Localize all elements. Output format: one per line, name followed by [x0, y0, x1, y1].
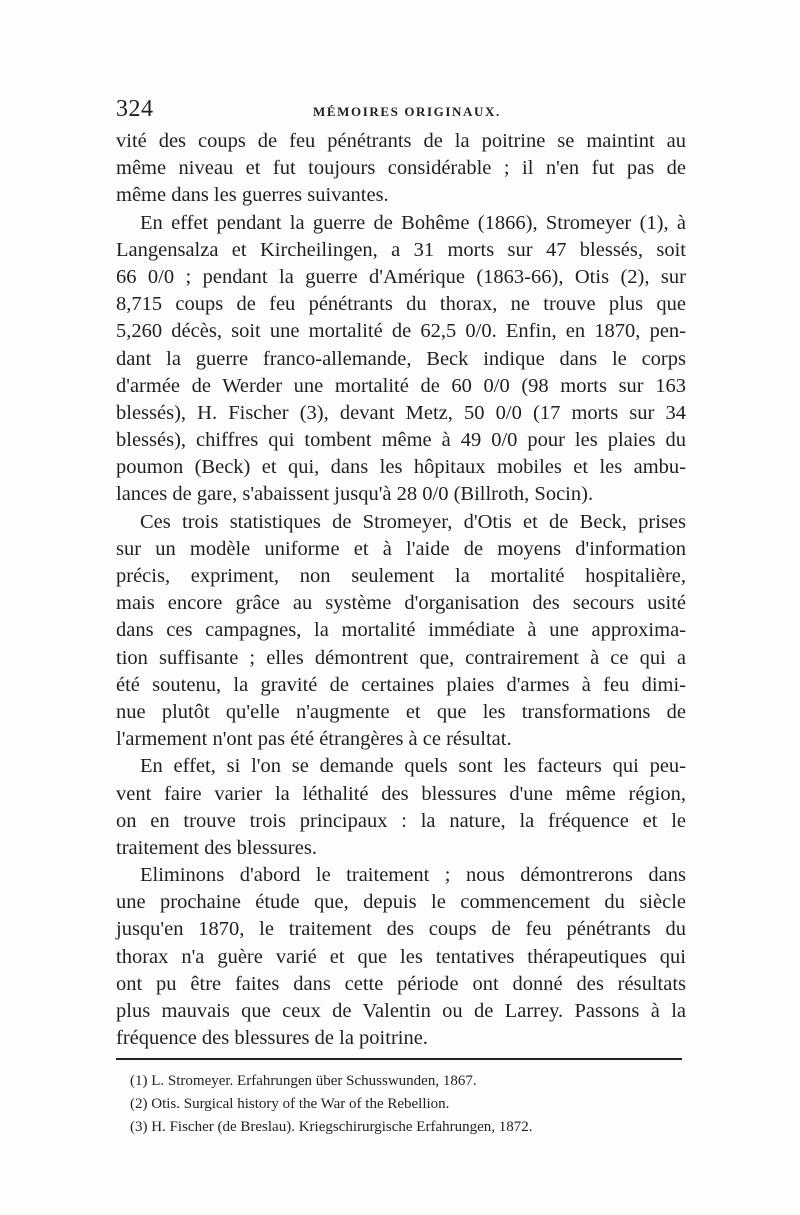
text-line: Eliminons d'abord le traitement ; nous démontrerons dans	[140, 864, 686, 887]
running-head: MÉMOIRES ORIGINAUX.	[313, 104, 501, 119]
text-line: blessés), H. Fischer (3), devant Metz, 50 0/0 (17 morts sur 34	[116, 401, 686, 424]
text-line: été soutenu, la gravité de certaines plaies d'armes à feu dimi-	[116, 673, 686, 696]
text-line: nue plutôt qu'elle n'augmente et que les transformations de	[116, 700, 686, 723]
text-line: Langensalza et Kircheilingen, a 31 morts sur 47 blessés, soit	[116, 238, 686, 261]
text-line: tion suffisante ; elles démontrent que, contrairement à ce qui a	[116, 646, 686, 669]
page-header	[116, 96, 686, 124]
text-line: précis, expriment, non seulement la mortalité hospitalière,	[116, 565, 686, 587]
text-line: poumon (Beck) et qui, dans les hôpitaux mobiles et les ambu-	[116, 456, 686, 479]
text-line: 66 0/0 ; pendant la guerre d'Amérique (1863-66), Otis (2), sur	[116, 265, 686, 288]
text-line: on en trouve trois principaux : la nature, la fréquence et le	[116, 809, 686, 832]
text-line: En effet pendant la guerre de Bohême (1866), Stromeyer (1), à	[140, 211, 686, 234]
text-line: même dans les guerres suivantes.	[116, 184, 389, 207]
text-line: une prochaine étude que, depuis le commencement du siècle	[116, 891, 686, 914]
text-line: traitement des blessures.	[116, 836, 317, 859]
text-line: vité des coups de feu pénétrants de la poitrine se maintint au	[116, 130, 686, 152]
footnotes	[130, 1070, 670, 1139]
text-line: En effet, si l'on se demande quels sont les facteurs qui peu-	[140, 755, 686, 778]
text-line: dans ces campagnes, la mortalité immédiate à une approxima-	[116, 619, 686, 642]
text-line: Ces trois statistiques de Stromeyer, d'Otis et de Beck, prises	[140, 510, 686, 533]
footnote: (2) Otis. Surgical history of the War of the Rebellion.	[130, 1096, 450, 1112]
text-line: d'armée de Werder une mortalité de 60 0/0 (98 morts sur 163	[116, 374, 686, 397]
text-line: thorax n'a guère varié et que les tentatives thérapeutiques qui	[116, 945, 686, 968]
text-line: sur un modèle uniforme et à l'aide de moyens d'information	[116, 537, 686, 560]
page-number: 324	[116, 96, 154, 122]
text-line: dant la guerre franco-allemande, Beck indique dans le corps	[116, 347, 686, 370]
text-line: lances de gare, s'abaissent jusqu'à 28 0/0 (Billroth, Socin).	[116, 483, 594, 506]
text-line: ont pu être faites dans cette période ont donné des résultats	[116, 972, 686, 995]
footnote: (1) L. Stromeyer. Erfahrungen über Schusswunden, 1867.	[130, 1073, 477, 1089]
text-line: vent faire varier la léthalité des blessures d'une même région,	[116, 782, 686, 805]
text-line: 5,260 décès, soit une mortalité de 62,5 0/0. Enfin, en 1870, pen-	[116, 320, 686, 343]
body-text	[116, 128, 686, 1052]
footnote-divider	[116, 1058, 682, 1060]
text-line: mais encore grâce au système d'organisation des secours usité	[116, 592, 686, 615]
text-line: l'armement n'ont pas été étrangères à ce résultat.	[116, 728, 512, 751]
text-line: blessés), chiffres qui tombent même à 49 0/0 pour les plaies du	[116, 429, 686, 452]
text-line: plus mauvais que ceux de Valentin ou de Larrey. Passons à la	[116, 1000, 686, 1022]
text-line: 8,715 coups de feu pénétrants du thorax, ne trouve plus que	[116, 293, 686, 316]
text-line: même niveau et fut toujours considérable ; il n'en fut pas de	[116, 157, 686, 180]
text-line: fréquence des blessures de la poitrine.	[116, 1027, 428, 1050]
text-line: jusqu'en 1870, le traitement des coups de feu pénétrants du	[116, 918, 686, 941]
footnote: (3) H. Fischer (de Breslau). Kriegschirurgische Erfahrungen, 1872.	[130, 1119, 533, 1135]
